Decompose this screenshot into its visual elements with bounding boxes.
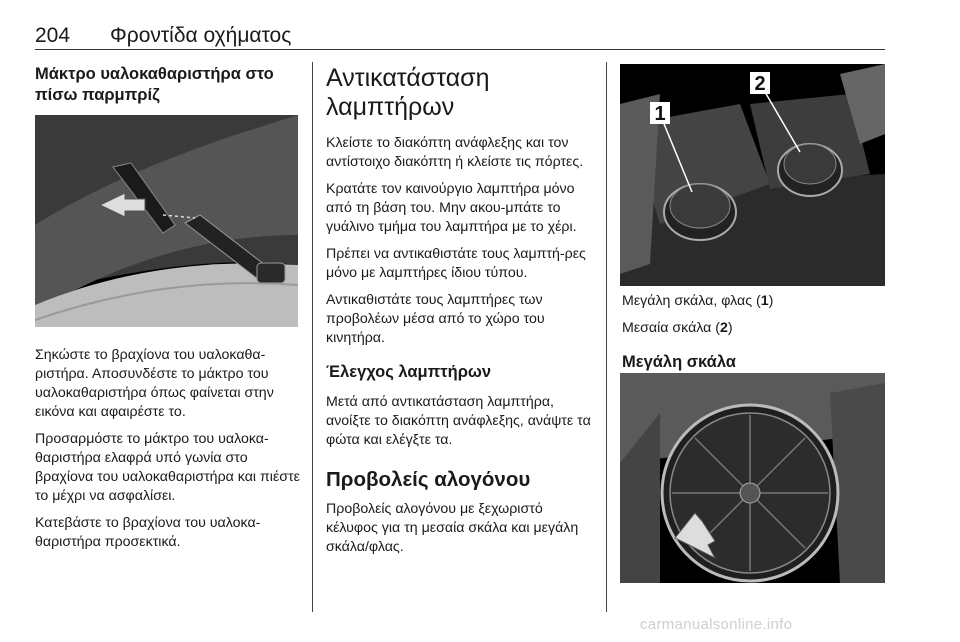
paragraph: Σηκώστε το βραχίονα του υαλοκαθα-ριστήρα. Αποσυνδέστε το μάκτρο του υαλοκαθαριστήρα όπως φαίνεται στην εικόνα και αφαιρέστε το. xyxy=(35,347,274,420)
caption-high-beam xyxy=(622,292,884,311)
high-beam-heading: Μεγάλη σκάλα xyxy=(622,353,736,371)
paragraph: Πρέπει να αντικαθιστάτε τους λαμπτή-ρες μόνο με λαμπτήρες ίδιου τύπου. xyxy=(326,246,586,281)
paragraph: Αντικαθιστάτε τους λαμπτήρες των προβολέων μέσα από το χώρο του κινητήρα. xyxy=(326,292,545,346)
caption-number: 2 xyxy=(720,320,728,336)
rear-wiper-illustration xyxy=(35,115,298,327)
callout-1: 1 xyxy=(654,103,666,125)
high-beam-cap-illustration xyxy=(620,373,885,583)
column-divider-2 xyxy=(606,62,607,612)
paragraph: Κρατάτε τον καινούργιο λαμπτήρα μόνο από τη βάση του. Μην ακου-μπάτε το γυάλινο τμήμα του λαμπτήρα με το χέρι. xyxy=(326,181,577,235)
rear-wiper-figure xyxy=(35,115,298,327)
caption-low-beam xyxy=(622,319,884,338)
headlamp-illustration xyxy=(620,64,885,286)
column-3-captions xyxy=(622,292,884,373)
rear-wiper-heading: Μάκτρο υαλοκαθαριστήρα στο πίσω παρμπρίζ xyxy=(35,65,274,104)
section-title: Φροντίδα οχήματος xyxy=(110,24,292,47)
bulb-check-heading: Έλεγχος λαμπτήρων xyxy=(326,363,492,381)
caption-text: ) xyxy=(768,293,774,309)
watermark: carmanualsonline.info xyxy=(640,616,793,633)
column-2 xyxy=(326,64,594,565)
caption-text: Μεγάλη σκάλα, φλας ( xyxy=(622,293,761,309)
bulb-replacement-heading: Αντικατάσταση λαμπτήρων xyxy=(326,64,490,121)
paragraph: Προβολείς αλογόνου με ξεχωριστό κέλυφος για τη μεσαία σκάλα και μεγάλη σκάλα/φλας. xyxy=(326,501,579,555)
caption-text: Μεσαία σκάλα ( xyxy=(622,320,721,336)
caption-text: ) xyxy=(727,320,733,336)
high-beam-cap-figure xyxy=(620,373,885,583)
caption-number: 1 xyxy=(760,293,769,309)
page-number: 204 xyxy=(35,24,71,47)
column-1-body xyxy=(35,346,300,560)
paragraph: Μετά από αντικατάσταση λαμπτήρα, ανοίξτε το διακόπτη ανάφλεξης, ανάψτε τα φώτα και ελέγξτε τα. xyxy=(326,394,591,448)
paragraph: Κατεβάστε το βραχίονα του υαλοκα-θαριστήρα προσεκτικά. xyxy=(35,515,261,550)
column-divider-1 xyxy=(312,62,313,612)
column-1 xyxy=(35,64,300,106)
headlamp-figure xyxy=(620,64,885,286)
halogen-headlights-heading: Προβολείς αλογόνου xyxy=(326,468,531,491)
callout-2: 2 xyxy=(754,73,766,95)
header-rule xyxy=(35,49,885,50)
paragraph: Προσαρμόστε το μάκτρο του υαλοκα-θαριστήρα ελαφρά υπό γωνία στο βραχίονα του υαλοκαθαριστήρα και πιέστε το μέχρι να ασφαλίσει. xyxy=(35,431,300,504)
paragraph: Κλείστε το διακόπτη ανάφλεξης και τον αντίστοιχο διακόπτη ή κλείστε τις πόρτες. xyxy=(326,135,584,170)
